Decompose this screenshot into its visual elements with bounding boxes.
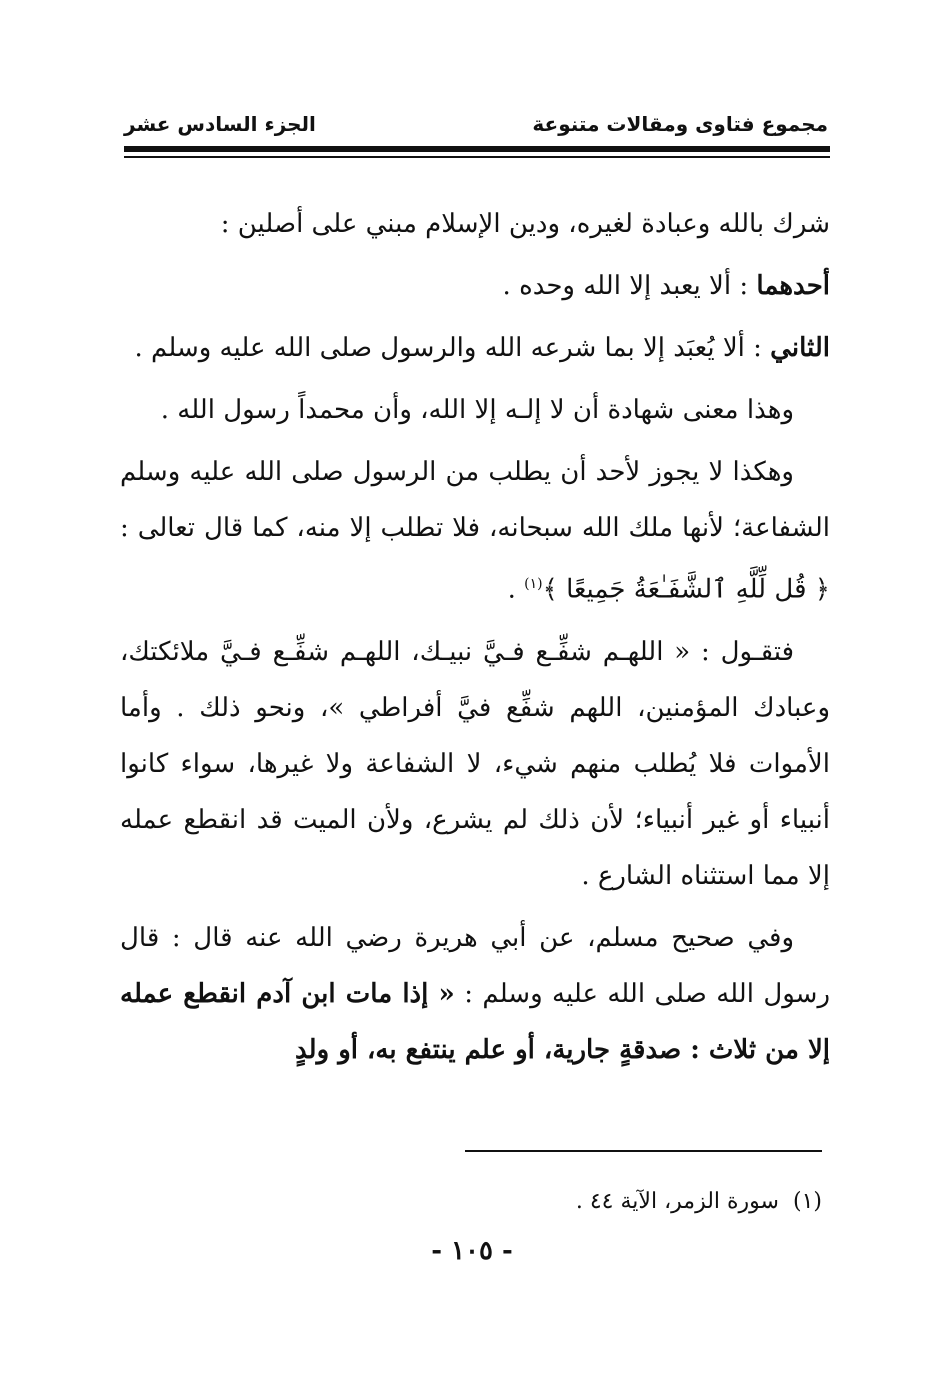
paragraph-3: [120, 320, 830, 376]
footnote-ref: (١): [524, 576, 543, 592]
paragraph-5-end: .: [507, 574, 525, 605]
paragraph-5-text: وهكذا لا يجوز لأحد أن يطلب من الرسول صلى الله عليه وسلم الشفاعة؛ لأنها ملك الله سبحانه، فلا تطلب إلا منه، كما قال تعالى :: [120, 457, 830, 543]
paragraph-4: وهذا معنى شهادة أن لا إلـه إلا الله، وأن محمداً رسول الله .: [160, 395, 794, 425]
paragraph-5: [120, 444, 830, 618]
paragraph-2: [120, 258, 830, 314]
page-number: - ١٠٥ -: [431, 1236, 513, 1266]
paragraph-7: [120, 910, 830, 1078]
book-title: مجموع فتاوى ومقالات متنوعة: [532, 112, 828, 136]
quran-quote: ﴿ قُل لِّلَّهِ ٱلشَّفَـٰعَةُ جَمِيعًا ﴾: [542, 574, 830, 605]
paragraph-7-text: وفي صحيح مسلم، عن أبي هريرة رضي الله عنه قال : قال رسول الله صلى الله عليه وسلم :: [120, 922, 830, 1009]
header-rule-thick: [124, 146, 830, 152]
paragraph-1: شرك بالله وعبادة لغيره، ودين الإسلام مبني على أصلين :: [220, 209, 830, 239]
second-principle-text: : ألا يُعبَد إلا بما شرعه الله والرسول صلى الله عليه وسلم .: [134, 333, 771, 363]
footnote-separator: [465, 1150, 822, 1152]
paragraph-6: فتقـول : « اللهـم شفِّـع فـيَّ نبيـك، اللهـم شفِّـع فـيَّ ملائكتك، وعبادك المؤمنين، اللهم شفِّع فيَّ أفراطي »، ونحو ذلك . وأما الأموات فلا يُطلب منهم شيء، لا الشفاعة ولا غيرها، سواء كانوا أنبياء أو غير أنبياء؛ لأن ذلك لم يشرع، ولأن الميت قد انقطع عمله إلا مما استثناه الشارع .: [120, 636, 830, 891]
footnote-marker: (١): [792, 1189, 822, 1214]
second-principle-label: الثاني: [770, 333, 830, 363]
footnote-text: سورة الزمر، الآية ٤٤ .: [575, 1189, 779, 1214]
volume-label: الجزء السادس عشر: [124, 112, 316, 136]
first-principle-label: أحدهما: [756, 271, 830, 301]
footnote: [300, 1186, 822, 1218]
header-rule-thin: [124, 156, 830, 158]
main-text: [120, 196, 830, 1084]
first-principle-text: : ألا يعبد إلا الله وحده .: [502, 271, 757, 301]
hadith-quote: « إذا مات ابن آدم انقطع عمله إلا من ثلاث : صدقةٍ جارية، أو علم ينتفع به، أو ولدٍ: [120, 978, 830, 1065]
running-header: [124, 108, 828, 140]
